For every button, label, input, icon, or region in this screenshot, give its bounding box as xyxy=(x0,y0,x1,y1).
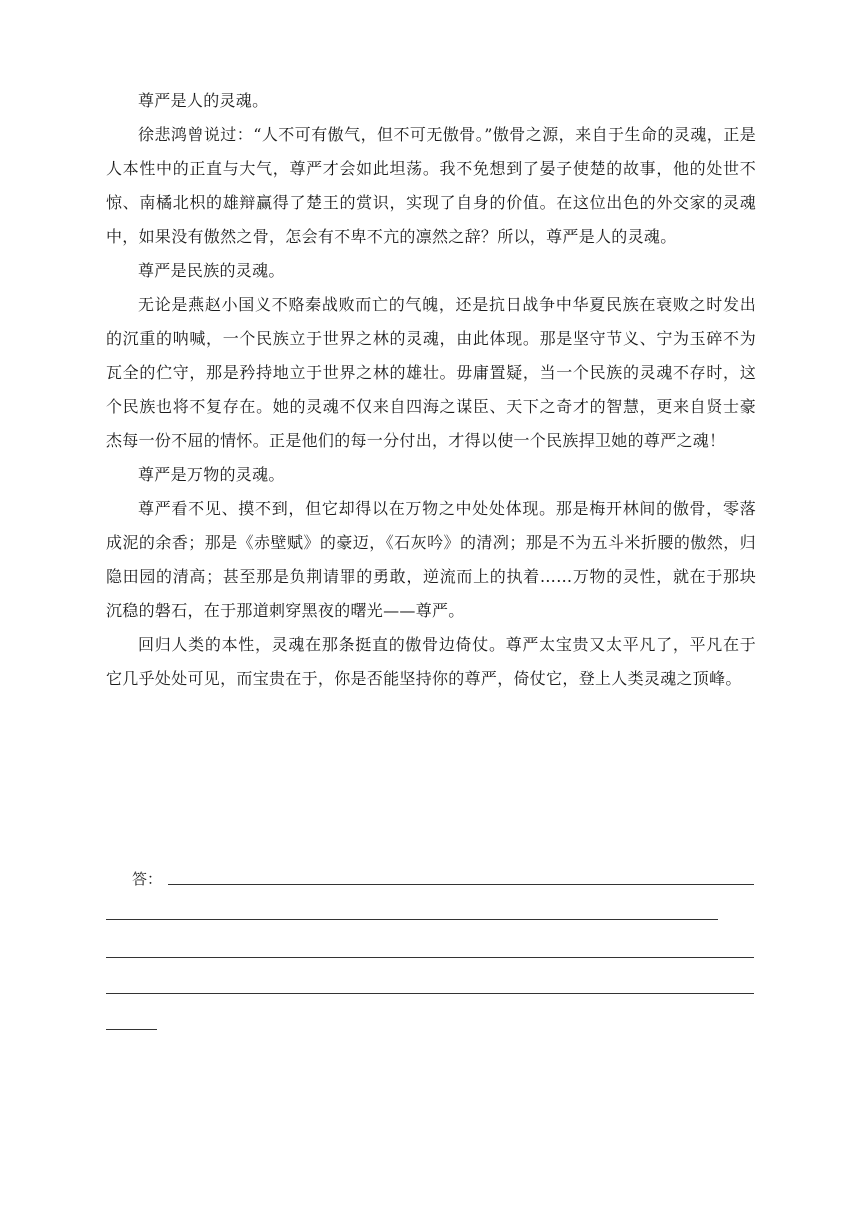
answer-line-1[interactable] xyxy=(168,883,754,885)
section-heading-person: 尊严是人的灵魂。 xyxy=(138,91,269,110)
answer-label: 答： xyxy=(132,870,163,888)
paragraph-xu-beihong: 徐悲鸿曾说过：“人不可有傲气，但不可无傲骨。”傲骨之源，来自于生命的灵魂，正是人本性中的正直与大气，尊严才会如此坦荡。我不免想到了晏子使楚的故事，他的处世不惊、南橘北枳的雄辩赢得了楚王的赏识，实现了自身的价值。在这位出色的外交家的灵魂中，如果没有傲然之骨，怎会有不卑不亢的凛然之辞？所以，尊严是人的灵魂。 xyxy=(106,125,756,246)
section-heading-nation: 尊严是民族的灵魂。 xyxy=(138,261,285,280)
paragraph-everything: 尊严看不见、摸不到，但它却得以在万物之中处处体现。那是梅开林间的傲骨，零落成泥的余香；那是《赤壁赋》的豪迈，《石灰吟》的清冽；那是不为五斗米折腰的傲然，归隐田园的清高；甚至那是负荆请罪的勇敢，逆流而上的执着……万物的灵性，就在于那块沉稳的磐石，在于那道刺穿黑夜的曙光——尊严。 xyxy=(106,499,756,620)
answer-line-5[interactable] xyxy=(106,1029,157,1030)
section-heading-everything: 尊严是万物的灵魂。 xyxy=(138,465,285,484)
essay-body xyxy=(106,84,756,696)
paragraph-nation: 无论是燕赵小国义不赂秦战败而亡的气魄，还是抗日战争中华夏民族在衰败之时发出的沉重的呐喊，一个民族立于世界之林的灵魂，由此体现。那是坚守节义、宁为玉碎不为瓦全的伫守，那是矜持地立于世界之林的雄壮。毋庸置疑，当一个民族的灵魂不存时，这个民族也将不复存在。她的灵魂不仅来自四海之谋臣、天下之奇才的智慧，更来自贤士豪杰每一份不屈的情怀。正是他们的每一分付出，才得以使一个民族捍卫她的尊严之魂！ xyxy=(106,295,756,450)
answer-line-3[interactable] xyxy=(106,957,754,958)
answer-line-2[interactable] xyxy=(106,919,718,920)
answer-line-4[interactable] xyxy=(106,993,754,994)
paragraph-conclusion: 回归人类的本性，灵魂在那条挺直的傲骨边倚仗。尊严太宝贵又太平凡了，平凡在于它几乎处处可见，而宝贵在于，你是否能坚持你的尊严，倚仗它，登上人类灵魂之顶峰。 xyxy=(106,635,756,688)
answer-row xyxy=(132,868,754,888)
